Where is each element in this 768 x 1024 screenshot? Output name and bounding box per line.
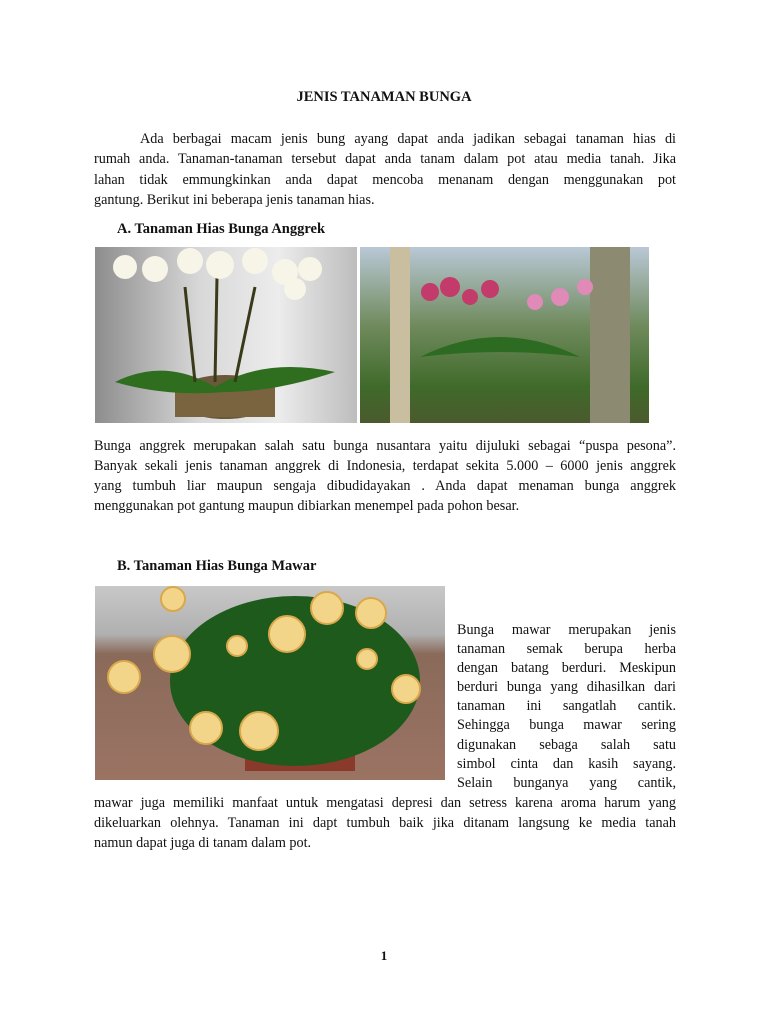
text-line: simbol cinta dan kasih sayang. (457, 756, 676, 772)
text-line: tanaman ini sangatlah cantik. (457, 698, 676, 714)
section-heading-mawar: B. Tanaman Hias Bunga Mawar (117, 558, 317, 574)
text-line: tanaman semak berupa herba (457, 641, 676, 657)
text-line: Bunga mawar merupakan jenis (457, 622, 676, 638)
text-line: digunakan sebaga salah satu (457, 737, 676, 753)
text-line: Selain bunganya yang cantik, (457, 775, 676, 791)
text-line: gantung. Berikut ini beberapa jenis tanaman hias. (94, 192, 375, 208)
text-line: Banyak sekali jenis tanaman anggrek di Indonesia, terdapat sekita 5.000 – 6000 jenis anggrek (94, 458, 676, 474)
text-line: dikeluarkan olehnya. Tanaman ini dapt tumbuh baik jika ditanam langsung ke media tanah (94, 815, 676, 831)
text-line: menggunakan pot gantung maupun dibiarkan menempel pada pohon besar. (94, 498, 520, 514)
section-heading-anggrek: A. Tanaman Hias Bunga Anggrek (117, 221, 326, 237)
text-line: yang tumbuh liar maupun sengaja dibudidayakan . Anda dapat menaman bunga anggrek (94, 478, 676, 494)
text-line: namun dapat juga di tanam dalam pot. (94, 835, 312, 851)
rose-bush-image (95, 586, 445, 780)
orchid-illustration (95, 247, 357, 423)
rose-illustration (95, 586, 445, 780)
text-line: rumah anda. Tanaman-tanaman tersebut dapat anda tanam dalam pot atau media tanah. Jika (94, 151, 676, 167)
text-line: mawar juga memiliki manfaat untuk mengatasi depresi dan setress karena aroma harum yang (94, 795, 676, 811)
orchid-garden-illustration (360, 247, 649, 423)
orchid-pot-image (95, 247, 357, 423)
page-number: 1 (380, 948, 388, 963)
page-title: JENIS TANAMAN BUNGA (296, 89, 472, 105)
orchid-garden-image (360, 247, 649, 423)
text-line: lahan tidak emmungkinkan anda dapat mencoba menanam dengan menggunakan pot (94, 172, 676, 188)
text-line: Sehingga bunga mawar sering (457, 717, 676, 733)
text-line: Ada berbagai macam jenis bung ayang dapat anda jadikan sebagai tanaman hias di (140, 131, 676, 147)
text-line: dengan batang berduri. Meskipun (457, 660, 676, 676)
text-line: Bunga anggrek merupakan salah satu bunga nusantara yaitu dijuluki sebagai “puspa pesona”. (94, 438, 676, 454)
text-line: berduri bunga yang dihasilkan dari (457, 679, 676, 695)
